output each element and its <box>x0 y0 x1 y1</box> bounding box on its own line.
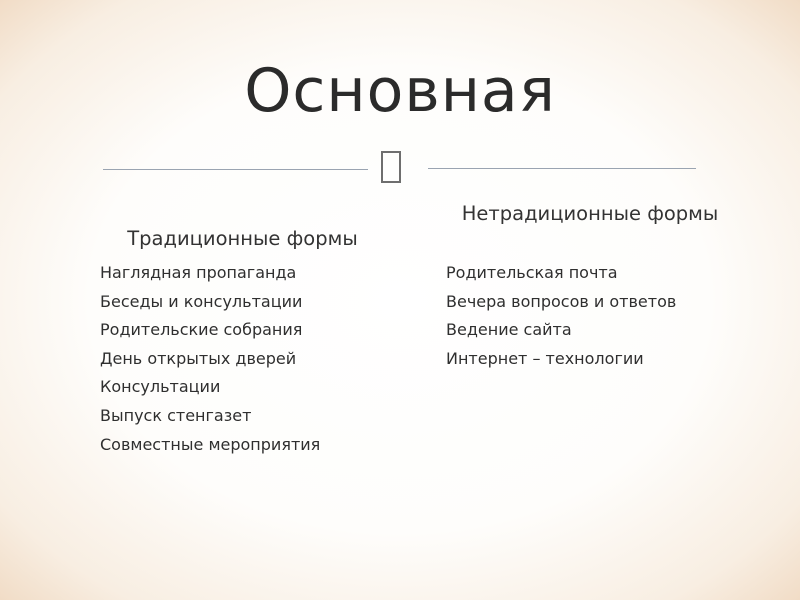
list-item <box>412 345 676 374</box>
slide-title: Основная <box>244 56 556 126</box>
divider-line-right <box>428 168 696 169</box>
list-item <box>412 288 676 317</box>
list-item-label: День открытых дверей <box>100 348 297 368</box>
list-item <box>66 373 320 402</box>
missing-glyph-box-icon <box>381 151 401 183</box>
list-item-label: Вечера вопросов и ответов <box>446 291 677 311</box>
list-item-label: Родительская почта <box>446 263 618 282</box>
list-item <box>412 316 676 345</box>
list-item-label: Родительские собрания <box>100 320 303 340</box>
list-item <box>66 288 320 317</box>
list-item-label: Интернет – технологии <box>446 348 644 368</box>
column-heading-traditional: Традиционные формы <box>127 227 358 250</box>
list-item-label: Совместные мероприятия <box>100 434 321 454</box>
list-item-label: Выпуск стенгазет <box>100 405 252 425</box>
list-item-label: Ведение сайта <box>446 320 572 340</box>
column-heading-nontraditional: Нетрадиционные формы <box>461 202 719 225</box>
list-item <box>66 259 320 288</box>
list-item <box>66 345 320 374</box>
list-item <box>66 431 320 460</box>
list-item <box>66 316 320 345</box>
list-item <box>412 259 676 288</box>
nontraditional-forms-list <box>412 259 676 373</box>
list-item <box>66 402 320 431</box>
list-item-label: Беседы и консультации <box>100 291 303 311</box>
list-item-label: Консультации <box>100 377 221 397</box>
traditional-forms-list <box>66 259 320 459</box>
list-item-label: Наглядная пропаганда <box>100 263 297 282</box>
divider-line-left <box>103 169 368 170</box>
